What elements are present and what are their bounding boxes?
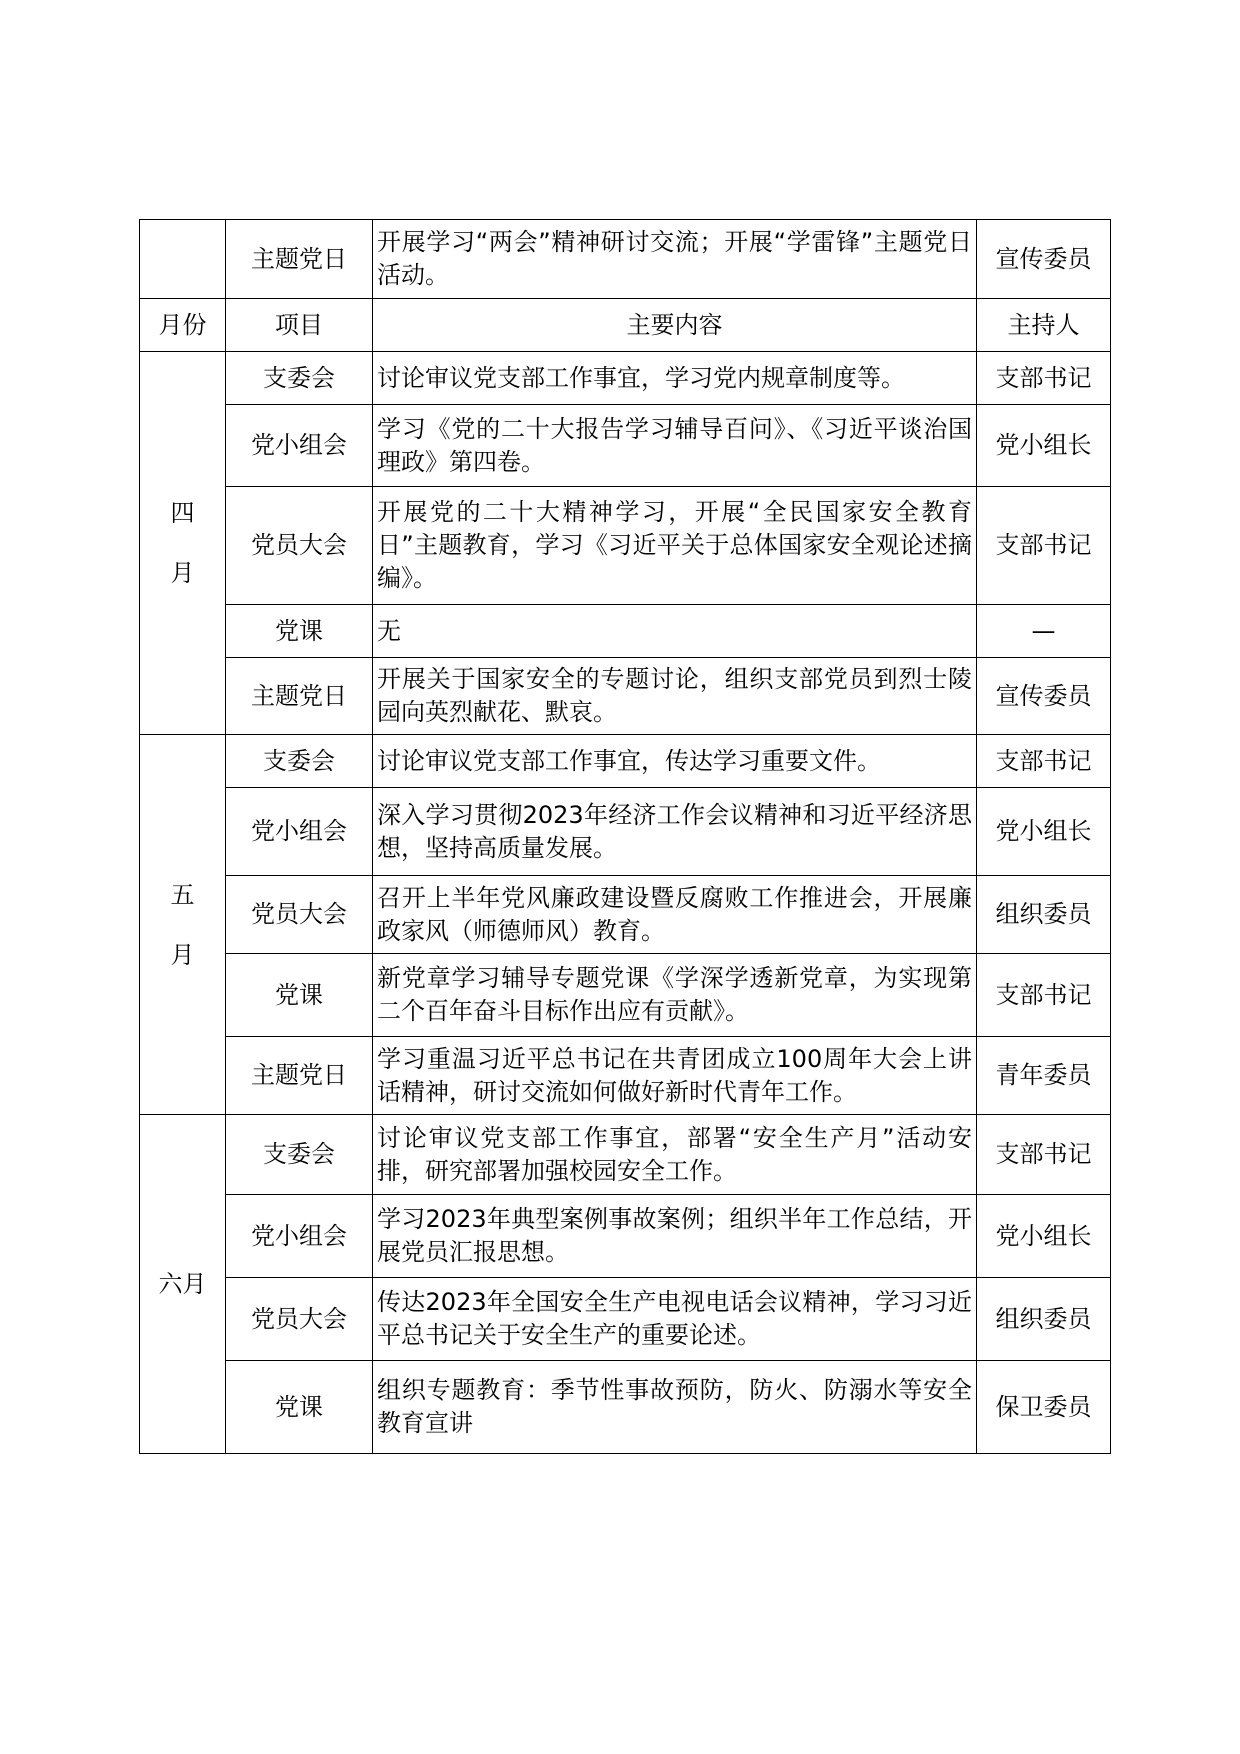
table-header-row xyxy=(140,299,1111,352)
item-cell: 党小组会 xyxy=(226,1195,373,1278)
item-cell: 党员大会 xyxy=(226,1278,373,1361)
host-cell: 宣传委员 xyxy=(977,658,1111,735)
month-cell-june: 六月 xyxy=(140,1115,226,1454)
table-row xyxy=(140,605,1111,658)
header-content: 主要内容 xyxy=(373,299,977,352)
content-cell: 无 xyxy=(373,605,977,658)
item-cell: 党员大会 xyxy=(226,487,373,605)
table-row xyxy=(140,1195,1111,1278)
item-cell: 党课 xyxy=(226,1361,373,1454)
content-cell: 新党章学习辅导专题党课《学深学透新党章，为实现第二个百年奋斗目标作出应有贡献》。 xyxy=(373,954,977,1037)
host-cell: — xyxy=(977,605,1111,658)
month-cell-april: 四 月 xyxy=(140,352,226,735)
content-cell: 讨论审议党支部工作事宜，学习党内规章制度等。 xyxy=(373,352,977,405)
host-cell: 支部书记 xyxy=(977,352,1111,405)
table-row xyxy=(140,1361,1111,1454)
item-cell: 党小组会 xyxy=(226,788,373,876)
host-cell: 党小组长 xyxy=(977,405,1111,487)
host-cell: 支部书记 xyxy=(977,487,1111,605)
item-cell: 主题党日 xyxy=(226,658,373,735)
month-cell-may: 五 月 xyxy=(140,735,226,1115)
host-cell: 组织委员 xyxy=(977,1278,1111,1361)
table-row xyxy=(140,658,1111,735)
activity-schedule-table xyxy=(139,219,1111,1454)
header-host: 主持人 xyxy=(977,299,1111,352)
table-row xyxy=(140,1115,1111,1195)
content-cell: 学习《党的二十大报告学习辅导百问》、《习近平谈治国理政》第四卷。 xyxy=(373,405,977,487)
host-cell: 组织委员 xyxy=(977,876,1111,954)
host-cell: 支部书记 xyxy=(977,1115,1111,1195)
item-cell: 支委会 xyxy=(226,1115,373,1195)
host-cell: 支部书记 xyxy=(977,954,1111,1037)
table-row xyxy=(140,405,1111,487)
item-cell: 主题党日 xyxy=(226,220,373,299)
content-cell: 开展党的二十大精神学习，开展“全民国家安全教育日”主题教育，学习《习近平关于总体国家安全观论述摘编》。 xyxy=(373,487,977,605)
content-cell: 组织专题教育：季节性事故预防，防火、防溺水等安全教育宣讲 xyxy=(373,1361,977,1454)
table-row xyxy=(140,487,1111,605)
table-row xyxy=(140,1278,1111,1361)
table-row xyxy=(140,788,1111,876)
host-cell: 支部书记 xyxy=(977,735,1111,788)
content-cell: 讨论审议党支部工作事宜，传达学习重要文件。 xyxy=(373,735,977,788)
item-cell: 党课 xyxy=(226,954,373,1037)
content-cell: 开展学习“两会”精神研讨交流；开展“学雷锋”主题党日活动。 xyxy=(373,220,977,299)
content-cell: 开展关于国家安全的专题讨论，组织支部党员到烈士陵园向英烈献花、默哀。 xyxy=(373,658,977,735)
table-row xyxy=(140,220,1111,299)
table-row xyxy=(140,954,1111,1037)
content-cell: 召开上半年党风廉政建设暨反腐败工作推进会，开展廉政家风（师德师风）教育。 xyxy=(373,876,977,954)
host-cell: 宣传委员 xyxy=(977,220,1111,299)
table-row xyxy=(140,1037,1111,1115)
header-month: 月份 xyxy=(140,299,226,352)
content-cell: 学习重温习近平总书记在共青团成立100周年大会上讲话精神，研讨交流如何做好新时代青年工作。 xyxy=(373,1037,977,1115)
host-cell: 青年委员 xyxy=(977,1037,1111,1115)
empty-month-cell xyxy=(140,220,226,299)
content-cell: 传达2023年全国安全生产电视电话会议精神，学习习近平总书记关于安全生产的重要论述。 xyxy=(373,1278,977,1361)
item-cell: 支委会 xyxy=(226,735,373,788)
table-row xyxy=(140,352,1111,405)
host-cell: 保卫委员 xyxy=(977,1361,1111,1454)
content-cell: 深入学习贯彻2023年经济工作会议精神和习近平经济思想，坚持高质量发展。 xyxy=(373,788,977,876)
table-row xyxy=(140,735,1111,788)
table-row xyxy=(140,876,1111,954)
item-cell: 支委会 xyxy=(226,352,373,405)
host-cell: 党小组长 xyxy=(977,1195,1111,1278)
content-cell: 学习2023年典型案例事故案例；组织半年工作总结，开展党员汇报思想。 xyxy=(373,1195,977,1278)
item-cell: 党小组会 xyxy=(226,405,373,487)
content-cell: 讨论审议党支部工作事宜，部署“安全生产月”活动安排，研究部署加强校园安全工作。 xyxy=(373,1115,977,1195)
item-cell: 党员大会 xyxy=(226,876,373,954)
header-item: 项目 xyxy=(226,299,373,352)
item-cell: 党课 xyxy=(226,605,373,658)
item-cell: 主题党日 xyxy=(226,1037,373,1115)
host-cell: 党小组长 xyxy=(977,788,1111,876)
